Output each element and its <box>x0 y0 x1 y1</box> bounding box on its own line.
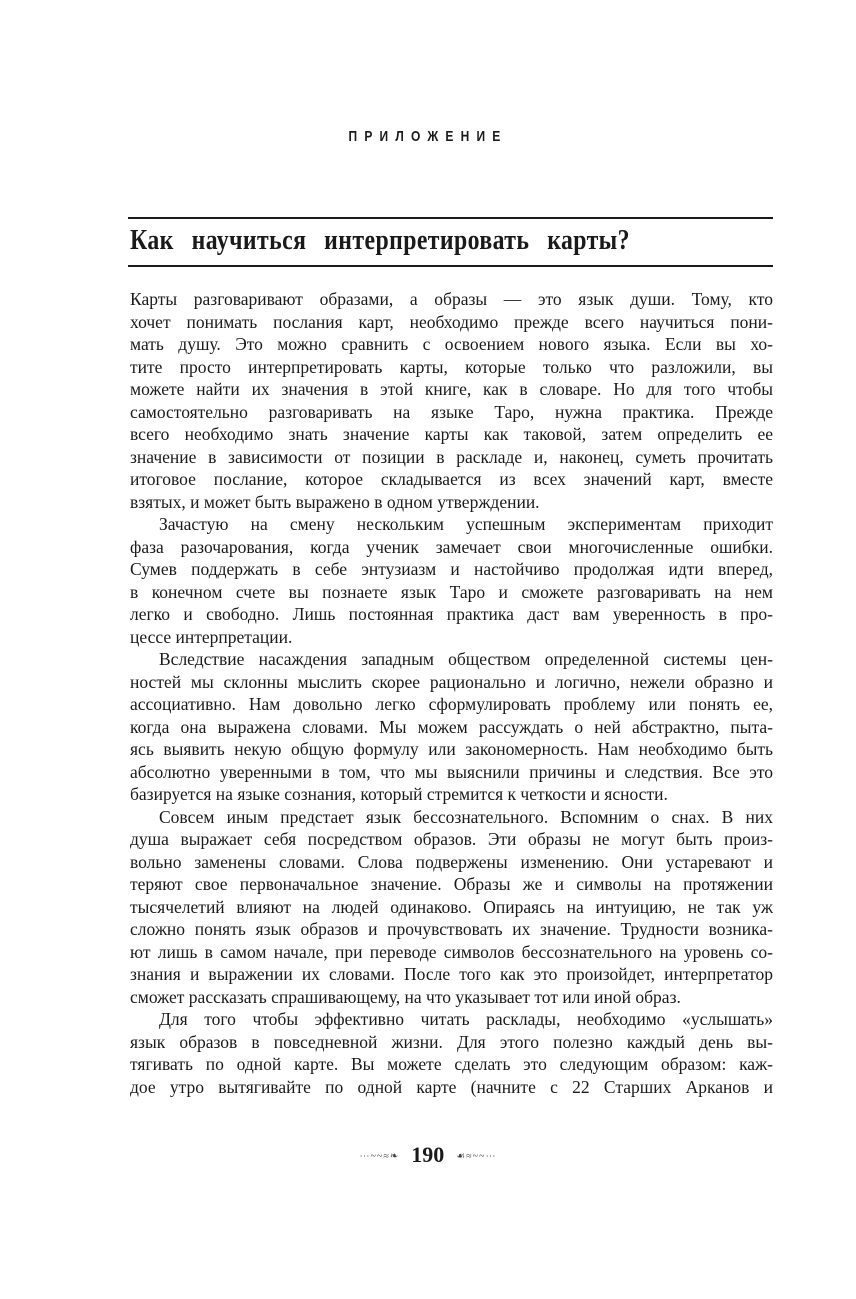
text-line: цессе интерпретации. <box>130 626 293 647</box>
text-line: ассоциативно. Нам довольно легко сформулировать проблему или понять ее, <box>130 694 773 714</box>
text-line: знания и выражении их словами. После того как это произойдет, интерпретатор <box>130 964 773 984</box>
text-line: вольно заменены словами. Слова подвержены изменению. Они устаревают и <box>130 851 773 872</box>
text-line: когда она выражена словами. Мы можем рассуждать о ней абстрактно, пыта- <box>130 716 773 737</box>
text-line: душа выражает себя посредством образов. Эти образы не могут быть произ- <box>130 829 773 849</box>
text-line: тягивать по одной карте. Вы можете сделать это следующим образом: каж- <box>130 1054 773 1074</box>
text-line: в конечном счете вы познаете язык Таро и сможете разговаривать на нем <box>130 581 773 602</box>
text-line: значение в зависимости от позиции в раскладе и, наконец, суметь прочитать <box>130 446 773 467</box>
text-line: можете найти их значения в этой книге, как в словаре. Но для того чтобы <box>130 379 773 399</box>
title-top-rule <box>128 217 773 219</box>
text-line: язык образов в повседневной жизни. Для этого полезно каждый день вы- <box>130 1031 773 1052</box>
section-title: Как научиться интерпретировать карты? <box>130 224 630 256</box>
text-line: ясь выявить некую общую формулу или закономерность. Нам необходимо быть <box>130 739 773 759</box>
text-line: итоговое послание, которое складывается из всех значений карт, вместе <box>130 469 773 489</box>
text-line: теряют свое первоначальное значение. Образы же и символы на протяжении <box>130 874 773 894</box>
text-line: ют лишь в самом начале, при переводе символов бессознательного на уровень со- <box>130 941 773 962</box>
title-bottom-rule <box>128 265 773 267</box>
left-ornament-icon: ⋯~~≈❧ <box>359 1151 400 1163</box>
text-line: дое утро вытягивайте по одной карте (начните с 22 Старших Арканов и <box>130 1076 773 1097</box>
text-line: тысячелетий влияют на людей одинаково. Опираясь на интуицию, не так уж <box>130 896 773 917</box>
text-line: Совсем иным предстает язык бессознательного. Вспомним о снах. В них <box>159 806 773 827</box>
text-line: Для того чтобы эффективно читать расклады, необходимо «услышать» <box>159 1009 773 1029</box>
text-line: Сумев поддержать в себе энтузиазм и настойчиво продолжая идти вперед, <box>130 559 773 579</box>
text-line: мать душу. Это можно сравнить с освоением нового языка. Если вы хо- <box>130 334 773 354</box>
text-line: ностей мы склонны мыслить скорее рационально и логично, нежели образно и <box>130 671 773 692</box>
right-ornament-icon: ☙≈~~⋯ <box>456 1151 497 1163</box>
text-line: абсолютно уверенными в том, что мы выяснили причины и следствия. Все это <box>130 761 773 782</box>
running-head: ПРИЛОЖЕНИЕ <box>348 128 508 145</box>
text-line: легко и свободно. Лишь постоянная практика даст вам уверенность в про- <box>130 604 773 624</box>
text-line: всего необходимо знать значение карты как таковой, затем определить ее <box>130 424 773 444</box>
body-text <box>130 288 773 1098</box>
text-line: фаза разочарования, когда ученик замечает свои многочисленные ошибки. <box>130 536 773 557</box>
text-line: хочет понимать послания карт, необходимо прежде всего научиться пони- <box>130 311 773 332</box>
text-line: тите просто интерпретировать карты, которые только что разложили, вы <box>130 356 773 377</box>
text-line: Вследствие насаждения западным обществом определенной системы цен- <box>159 649 773 669</box>
text-line: базируется на языке сознания, который стремится к четкости и ясности. <box>130 784 668 804</box>
page-footer <box>0 1142 856 1168</box>
text-line: взятых, и может быть выражено в одном утверждении. <box>130 491 540 512</box>
text-line: сложно понять язык образов и прочувствовать их значение. Трудности возника- <box>130 919 773 939</box>
text-line: самостоятельно разговаривать на языке Таро, нужна практика. Прежде <box>130 401 773 422</box>
text-line: Карты разговаривают образами, а образы — это язык души. Тому, кто <box>130 289 773 309</box>
page-number: 190 <box>411 1142 445 1167</box>
text-line: сможет рассказать спрашивающему, на что указывает тот или иной образ. <box>130 986 681 1007</box>
text-line: Зачастую на смену нескольким успешным экспериментам приходит <box>159 514 773 534</box>
